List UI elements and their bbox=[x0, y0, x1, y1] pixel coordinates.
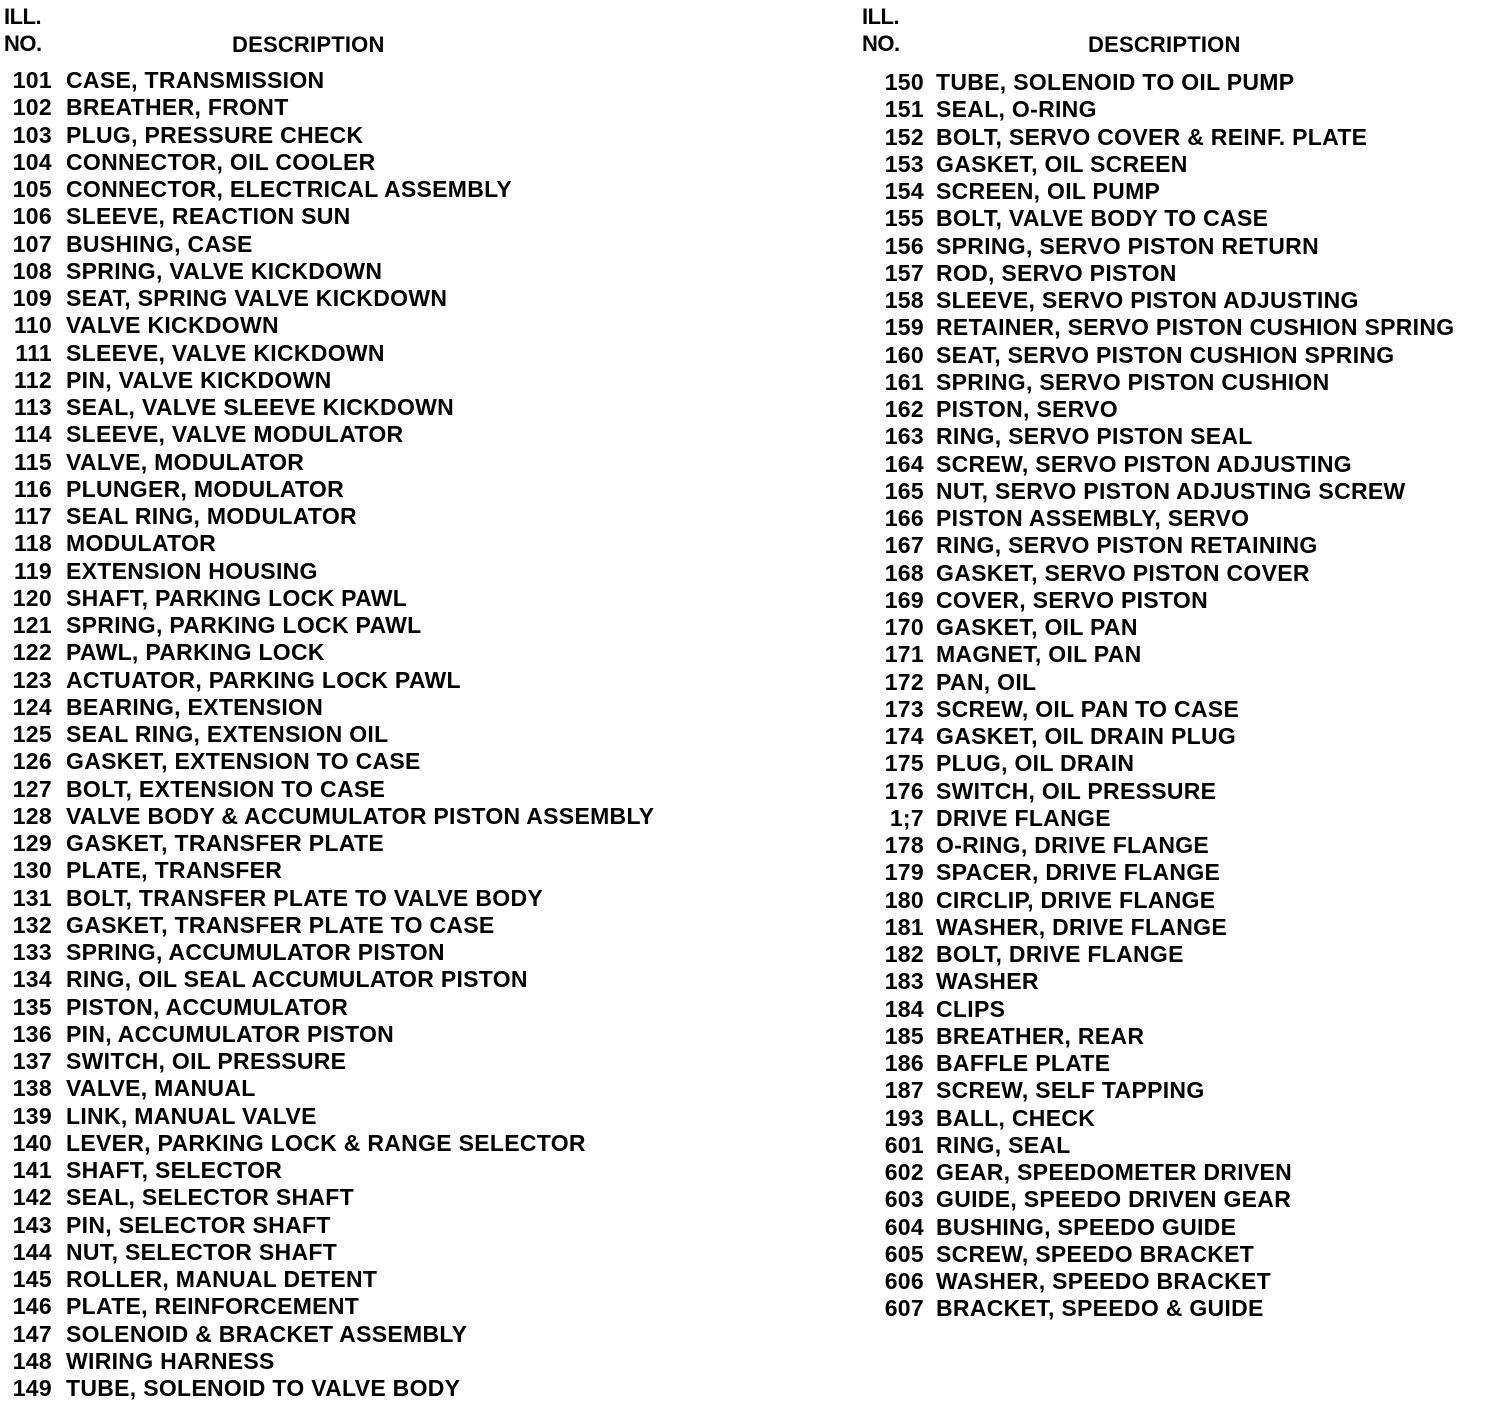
part-number: 178 bbox=[884, 832, 924, 859]
part-description: SPRING, SERVO PISTON RETURN bbox=[936, 232, 1319, 259]
part-description: EXTENSION HOUSING bbox=[66, 557, 318, 584]
part-row bbox=[858, 560, 1504, 587]
part-number: 119 bbox=[13, 557, 52, 584]
part-row bbox=[0, 1021, 760, 1048]
part-number: 150 bbox=[884, 69, 924, 96]
part-number: 154 bbox=[884, 178, 924, 205]
part-number: 162 bbox=[884, 396, 924, 423]
part-description: SEAL RING, MODULATOR bbox=[66, 503, 357, 530]
part-row bbox=[858, 178, 1504, 205]
part-row bbox=[858, 96, 1504, 123]
part-number: 116 bbox=[13, 475, 52, 502]
part-row bbox=[0, 67, 760, 94]
part-row bbox=[858, 505, 1504, 532]
part-number: 181 bbox=[884, 913, 924, 940]
part-number: 114 bbox=[13, 421, 52, 448]
part-number: 156 bbox=[884, 232, 924, 259]
part-row bbox=[858, 314, 1504, 341]
part-row bbox=[0, 748, 760, 775]
part-description: BOLT, VALVE BODY TO CASE bbox=[936, 205, 1269, 232]
part-description: VALVE, MODULATOR bbox=[66, 448, 305, 475]
part-number: 193 bbox=[884, 1104, 924, 1131]
part-row bbox=[0, 1184, 760, 1211]
part-row bbox=[858, 723, 1504, 750]
part-description: PAWL, PARKING LOCK bbox=[66, 639, 325, 666]
part-description: SHAFT, SELECTOR bbox=[66, 1157, 283, 1184]
part-number: 173 bbox=[884, 695, 924, 722]
part-description: SEAT, SPRING VALVE KICKDOWN bbox=[66, 285, 448, 312]
part-number: 137 bbox=[12, 1048, 52, 1075]
part-number: 158 bbox=[884, 287, 924, 314]
part-description: DRIVE FLANGE bbox=[936, 804, 1111, 831]
part-number: 185 bbox=[884, 1022, 924, 1049]
part-row bbox=[858, 641, 1504, 668]
part-number: 151 bbox=[884, 96, 924, 123]
part-number: 183 bbox=[884, 968, 924, 995]
part-number: 117 bbox=[13, 503, 52, 530]
part-row bbox=[0, 912, 760, 939]
part-description: PAN, OIL bbox=[936, 668, 1037, 695]
part-description: WASHER bbox=[936, 968, 1039, 995]
part-description: PISTON, ACCUMULATOR bbox=[66, 993, 349, 1020]
part-description: WASHER, SPEEDO BRACKET bbox=[936, 1268, 1272, 1295]
part-row bbox=[0, 503, 760, 530]
part-number: 184 bbox=[884, 995, 924, 1022]
part-row bbox=[0, 1103, 760, 1130]
part-number: 180 bbox=[884, 886, 924, 913]
part-description: COVER, SERVO PISTON bbox=[936, 586, 1208, 613]
part-number: 601 bbox=[884, 1131, 924, 1158]
part-description: SHAFT, PARKING LOCK PAWL bbox=[66, 584, 408, 611]
part-description: LINK, MANUAL VALVE bbox=[66, 1102, 317, 1129]
part-number: 112 bbox=[13, 366, 52, 393]
part-description: SLEEVE, SERVO PISTON ADJUSTING bbox=[936, 287, 1359, 314]
part-description: PIN, ACCUMULATOR PISTON bbox=[66, 1020, 395, 1047]
part-description: PIN, VALVE KICKDOWN bbox=[66, 366, 332, 393]
part-description: BOLT, TRANSFER PLATE TO VALVE BODY bbox=[66, 884, 544, 911]
part-row bbox=[858, 233, 1504, 260]
part-row bbox=[858, 532, 1504, 559]
part-number: 143 bbox=[12, 1211, 52, 1238]
part-number: 175 bbox=[884, 750, 924, 777]
part-description: SOLENOID & BRACKET ASSEMBLY bbox=[66, 1320, 468, 1347]
part-description: GUIDE, SPEEDO DRIVEN GEAR bbox=[936, 1186, 1292, 1213]
part-row bbox=[0, 776, 760, 803]
part-row bbox=[858, 941, 1504, 968]
part-number: 171 bbox=[884, 641, 924, 668]
part-number: 144 bbox=[12, 1238, 52, 1265]
part-number: 102 bbox=[12, 94, 52, 121]
part-description: LEVER, PARKING LOCK & RANGE SELECTOR bbox=[66, 1129, 586, 1156]
part-row bbox=[858, 69, 1504, 96]
ill-header-label: ILL. bbox=[862, 4, 900, 29]
part-row bbox=[0, 1375, 760, 1402]
part-number: 160 bbox=[884, 341, 924, 368]
part-row bbox=[858, 996, 1504, 1023]
part-description: SCREEN, OIL PUMP bbox=[936, 178, 1161, 205]
part-description: TUBE, SOLENOID TO OIL PUMP bbox=[936, 69, 1295, 96]
part-description: PISTON ASSEMBLY, SERVO bbox=[936, 505, 1250, 532]
part-row bbox=[0, 1239, 760, 1266]
part-number: 145 bbox=[12, 1266, 52, 1293]
part-number: 121 bbox=[12, 612, 52, 639]
part-description: PLUG, PRESSURE CHECK bbox=[66, 121, 364, 148]
part-description: MODULATOR bbox=[66, 530, 217, 557]
part-number: 141 bbox=[12, 1157, 52, 1184]
part-row bbox=[0, 476, 760, 503]
part-description: NUT, SELECTOR SHAFT bbox=[66, 1238, 338, 1265]
part-number: 122 bbox=[12, 639, 52, 666]
part-row bbox=[0, 585, 760, 612]
part-row bbox=[858, 1241, 1504, 1268]
part-description: O-RING, DRIVE FLANGE bbox=[936, 832, 1210, 859]
part-row bbox=[0, 1266, 760, 1293]
part-row bbox=[0, 612, 760, 639]
part-row bbox=[0, 694, 760, 721]
part-row bbox=[0, 312, 760, 339]
part-number: 161 bbox=[884, 368, 924, 395]
part-description: SPRING, PARKING LOCK PAWL bbox=[66, 612, 422, 639]
part-row bbox=[0, 1075, 760, 1102]
part-description: PIN, SELECTOR SHAFT bbox=[66, 1211, 331, 1238]
part-number: 130 bbox=[12, 857, 52, 884]
part-row bbox=[858, 1050, 1504, 1077]
part-row bbox=[858, 1214, 1504, 1241]
part-row bbox=[858, 887, 1504, 914]
part-description: RETAINER, SERVO PISTON CUSHION SPRING bbox=[936, 314, 1455, 341]
part-description: BREATHER, REAR bbox=[936, 1022, 1145, 1049]
part-row bbox=[0, 394, 760, 421]
part-row bbox=[858, 287, 1504, 314]
part-description: BUSHING, SPEEDO GUIDE bbox=[936, 1213, 1237, 1240]
part-description: RING, SERVO PISTON RETAINING bbox=[936, 532, 1318, 559]
part-number: 147 bbox=[12, 1320, 52, 1347]
part-description: VALVE BODY & ACCUMULATOR PISTON ASSEMBLY bbox=[66, 802, 655, 829]
part-number: 111 bbox=[15, 339, 52, 366]
part-number: 120 bbox=[12, 584, 52, 611]
part-row bbox=[0, 885, 760, 912]
part-row bbox=[0, 231, 760, 258]
part-row bbox=[0, 122, 760, 149]
part-number: 127 bbox=[12, 775, 52, 802]
part-description: BEARING, EXTENSION bbox=[66, 693, 324, 720]
part-number: 101 bbox=[12, 67, 52, 94]
part-description: RING, OIL SEAL ACCUMULATOR PISTON bbox=[66, 966, 528, 993]
part-description: BUSHING, CASE bbox=[66, 230, 253, 257]
part-row bbox=[858, 1077, 1504, 1104]
part-row bbox=[858, 587, 1504, 614]
part-row bbox=[0, 1293, 760, 1320]
part-number: 133 bbox=[12, 939, 52, 966]
part-row bbox=[0, 558, 760, 585]
part-description: BALL, CHECK bbox=[936, 1104, 1096, 1131]
part-number: 163 bbox=[884, 423, 924, 450]
part-description: SEAL, O-RING bbox=[936, 96, 1097, 123]
part-number: 118 bbox=[13, 530, 52, 557]
part-number: 138 bbox=[12, 1075, 52, 1102]
part-number: 1;7 bbox=[889, 804, 924, 831]
part-description: WASHER, DRIVE FLANGE bbox=[936, 913, 1227, 940]
part-number: 166 bbox=[884, 505, 924, 532]
part-number: 123 bbox=[12, 666, 52, 693]
part-description: GASKET, OIL DRAIN PLUG bbox=[936, 723, 1237, 750]
part-description: PLUG, OIL DRAIN bbox=[936, 750, 1135, 777]
part-row bbox=[858, 696, 1504, 723]
part-number: 124 bbox=[12, 693, 52, 720]
part-description: SCREW, SELF TAPPING bbox=[936, 1077, 1205, 1104]
part-number: 149 bbox=[12, 1375, 52, 1402]
part-row bbox=[858, 1159, 1504, 1186]
part-row bbox=[858, 832, 1504, 859]
part-description: ROD, SERVO PISTON bbox=[936, 259, 1177, 286]
part-row bbox=[0, 176, 760, 203]
part-number: 186 bbox=[884, 1050, 924, 1077]
part-row bbox=[0, 1348, 760, 1375]
part-description: SPRING, SERVO PISTON CUSHION bbox=[936, 368, 1330, 395]
part-number: 607 bbox=[884, 1295, 924, 1322]
part-number: 155 bbox=[884, 205, 924, 232]
part-description: ACTUATOR, PARKING LOCK PAWL bbox=[66, 666, 461, 693]
part-description: SCREW, SERVO PISTON ADJUSTING bbox=[936, 450, 1352, 477]
part-description: SEAL RING, EXTENSION OIL bbox=[66, 721, 389, 748]
part-number: 606 bbox=[884, 1268, 924, 1295]
part-row bbox=[858, 342, 1504, 369]
part-number: 132 bbox=[12, 911, 52, 938]
part-row bbox=[0, 994, 760, 1021]
part-row bbox=[858, 451, 1504, 478]
part-row bbox=[858, 478, 1504, 505]
part-row bbox=[0, 1130, 760, 1157]
part-row bbox=[858, 396, 1504, 423]
part-number: 104 bbox=[12, 148, 52, 175]
part-description: VALVE KICKDOWN bbox=[66, 312, 279, 339]
part-row bbox=[0, 421, 760, 448]
part-description: RING, SEAL bbox=[936, 1131, 1071, 1158]
part-row bbox=[0, 966, 760, 993]
part-row bbox=[0, 285, 760, 312]
part-number: 109 bbox=[12, 285, 52, 312]
part-number: 170 bbox=[884, 614, 924, 641]
part-number: 131 bbox=[12, 884, 52, 911]
part-number: 134 bbox=[12, 966, 52, 993]
part-description: GASKET, OIL PAN bbox=[936, 614, 1138, 641]
part-row bbox=[0, 94, 760, 121]
part-description: PISTON, SERVO bbox=[936, 396, 1118, 423]
part-number: 187 bbox=[884, 1077, 924, 1104]
part-row bbox=[858, 968, 1504, 995]
part-number: 165 bbox=[884, 477, 924, 504]
part-row bbox=[0, 830, 760, 857]
part-row bbox=[858, 805, 1504, 832]
part-description: BRACKET, SPEEDO & GUIDE bbox=[936, 1295, 1264, 1322]
part-description: CLIPS bbox=[936, 995, 1006, 1022]
part-description: SLEEVE, REACTION SUN bbox=[66, 203, 351, 230]
part-description: SWITCH, OIL PRESSURE bbox=[66, 1048, 347, 1075]
part-row bbox=[0, 530, 760, 557]
part-description: GASKET, EXTENSION TO CASE bbox=[66, 748, 421, 775]
part-number: 142 bbox=[12, 1184, 52, 1211]
parts-list-right bbox=[858, 69, 1504, 1323]
part-description: GASKET, OIL SCREEN bbox=[936, 150, 1188, 177]
part-description: SCREW, SPEEDO BRACKET bbox=[936, 1240, 1255, 1267]
part-number: 604 bbox=[884, 1213, 924, 1240]
part-description: PLATE, REINFORCEMENT bbox=[66, 1293, 360, 1320]
part-number: 113 bbox=[13, 394, 52, 421]
part-number: 107 bbox=[12, 230, 52, 257]
part-row bbox=[0, 1321, 760, 1348]
part-row bbox=[858, 750, 1504, 777]
part-number: 105 bbox=[12, 176, 52, 203]
part-row bbox=[858, 859, 1504, 886]
part-description: CONNECTOR, ELECTRICAL ASSEMBLY bbox=[66, 176, 513, 203]
part-number: 115 bbox=[13, 448, 52, 475]
part-description: PLUNGER, MODULATOR bbox=[66, 475, 344, 502]
parts-list-left bbox=[0, 67, 760, 1402]
part-number: 602 bbox=[884, 1159, 924, 1186]
part-row bbox=[0, 258, 760, 285]
part-row bbox=[0, 939, 760, 966]
part-number: 135 bbox=[12, 993, 52, 1020]
part-description: GASKET, SERVO PISTON COVER bbox=[936, 559, 1310, 586]
part-description: BOLT, EXTENSION TO CASE bbox=[66, 775, 386, 802]
part-row bbox=[0, 367, 760, 394]
part-description: BREATHER, FRONT bbox=[66, 94, 289, 121]
part-row bbox=[858, 614, 1504, 641]
part-row bbox=[0, 803, 760, 830]
part-description: GEAR, SPEEDOMETER DRIVEN bbox=[936, 1159, 1293, 1186]
part-number: 129 bbox=[12, 830, 52, 857]
part-description: TUBE, SOLENOID TO VALVE BODY bbox=[66, 1375, 461, 1402]
part-number: 106 bbox=[12, 203, 52, 230]
part-number: 103 bbox=[12, 121, 52, 148]
part-row bbox=[858, 1132, 1504, 1159]
part-number: 146 bbox=[12, 1293, 52, 1320]
part-description: NUT, SERVO PISTON ADJUSTING SCREW bbox=[936, 477, 1406, 504]
no-header-label: NO. bbox=[862, 31, 900, 56]
part-number: 128 bbox=[12, 802, 52, 829]
part-description: SLEEVE, VALVE KICKDOWN bbox=[66, 339, 385, 366]
part-number: 168 bbox=[884, 559, 924, 586]
part-number: 136 bbox=[12, 1020, 52, 1047]
part-row bbox=[858, 1268, 1504, 1295]
part-number: 179 bbox=[884, 859, 924, 886]
part-description: BAFFLE PLATE bbox=[936, 1050, 1111, 1077]
description-header-label: DESCRIPTION bbox=[1088, 32, 1241, 57]
ill-header-label: ILL. bbox=[4, 4, 42, 29]
part-description: MAGNET, OIL PAN bbox=[936, 641, 1142, 668]
part-description: GASKET, TRANSFER PLATE bbox=[66, 830, 384, 857]
part-description: SPRING, VALVE KICKDOWN bbox=[66, 257, 383, 284]
part-number: 125 bbox=[12, 721, 52, 748]
part-row bbox=[0, 1048, 760, 1075]
part-description: PLATE, TRANSFER bbox=[66, 857, 283, 884]
part-row bbox=[0, 667, 760, 694]
part-number: 172 bbox=[884, 668, 924, 695]
part-description: CASE, TRANSMISSION bbox=[66, 67, 325, 94]
part-description: WIRING HARNESS bbox=[66, 1347, 275, 1374]
part-description: SPACER, DRIVE FLANGE bbox=[936, 859, 1221, 886]
part-row bbox=[0, 639, 760, 666]
part-description: GASKET, TRANSFER PLATE TO CASE bbox=[66, 911, 495, 938]
part-description: SLEEVE, VALVE MODULATOR bbox=[66, 421, 404, 448]
part-number: 157 bbox=[884, 259, 924, 286]
part-number: 603 bbox=[884, 1186, 924, 1213]
part-number: 152 bbox=[884, 123, 924, 150]
part-description: SWITCH, OIL PRESSURE bbox=[936, 777, 1217, 804]
part-row bbox=[858, 669, 1504, 696]
part-row bbox=[0, 340, 760, 367]
part-row bbox=[858, 1023, 1504, 1050]
part-description: VALVE, MANUAL bbox=[66, 1075, 256, 1102]
part-row bbox=[858, 1295, 1504, 1322]
part-row bbox=[858, 151, 1504, 178]
part-row bbox=[858, 914, 1504, 941]
part-number: 110 bbox=[13, 312, 52, 339]
part-description: ROLLER, MANUAL DETENT bbox=[66, 1266, 378, 1293]
part-row bbox=[0, 721, 760, 748]
part-row bbox=[0, 149, 760, 176]
part-row bbox=[0, 203, 760, 230]
part-row bbox=[858, 778, 1504, 805]
part-row bbox=[0, 1212, 760, 1239]
part-row bbox=[858, 423, 1504, 450]
part-number: 176 bbox=[884, 777, 924, 804]
part-number: 108 bbox=[12, 257, 52, 284]
part-row bbox=[0, 857, 760, 884]
part-number: 153 bbox=[884, 150, 924, 177]
part-number: 169 bbox=[884, 586, 924, 613]
part-description: SPRING, ACCUMULATOR PISTON bbox=[66, 939, 445, 966]
part-number: 159 bbox=[884, 314, 924, 341]
part-number: 126 bbox=[12, 748, 52, 775]
part-row bbox=[858, 124, 1504, 151]
part-number: 164 bbox=[884, 450, 924, 477]
part-description: BOLT, DRIVE FLANGE bbox=[936, 941, 1184, 968]
part-description: RING, SERVO PISTON SEAL bbox=[936, 423, 1253, 450]
part-number: 182 bbox=[884, 941, 924, 968]
part-description: SEAL, VALVE SLEEVE KICKDOWN bbox=[66, 394, 455, 421]
part-row bbox=[0, 1157, 760, 1184]
part-row bbox=[858, 260, 1504, 287]
part-description: CONNECTOR, OIL COOLER bbox=[66, 148, 376, 175]
part-description: BOLT, SERVO COVER & REINF. PLATE bbox=[936, 123, 1368, 150]
part-number: 140 bbox=[12, 1129, 52, 1156]
part-number: 167 bbox=[884, 532, 924, 559]
part-number: 174 bbox=[884, 723, 924, 750]
part-number: 605 bbox=[884, 1240, 924, 1267]
part-row bbox=[858, 1186, 1504, 1213]
part-row bbox=[0, 449, 760, 476]
part-description: SEAT, SERVO PISTON CUSHION SPRING bbox=[936, 341, 1395, 368]
part-row bbox=[858, 1105, 1504, 1132]
part-description: SCREW, OIL PAN TO CASE bbox=[936, 695, 1240, 722]
part-number: 148 bbox=[12, 1347, 52, 1374]
no-header-label: NO. bbox=[4, 31, 42, 56]
description-header-label: DESCRIPTION bbox=[232, 32, 385, 57]
part-row bbox=[858, 369, 1504, 396]
part-row bbox=[858, 205, 1504, 232]
part-description: SEAL, SELECTOR SHAFT bbox=[66, 1184, 354, 1211]
part-number: 139 bbox=[12, 1102, 52, 1129]
part-description: CIRCLIP, DRIVE FLANGE bbox=[936, 886, 1216, 913]
